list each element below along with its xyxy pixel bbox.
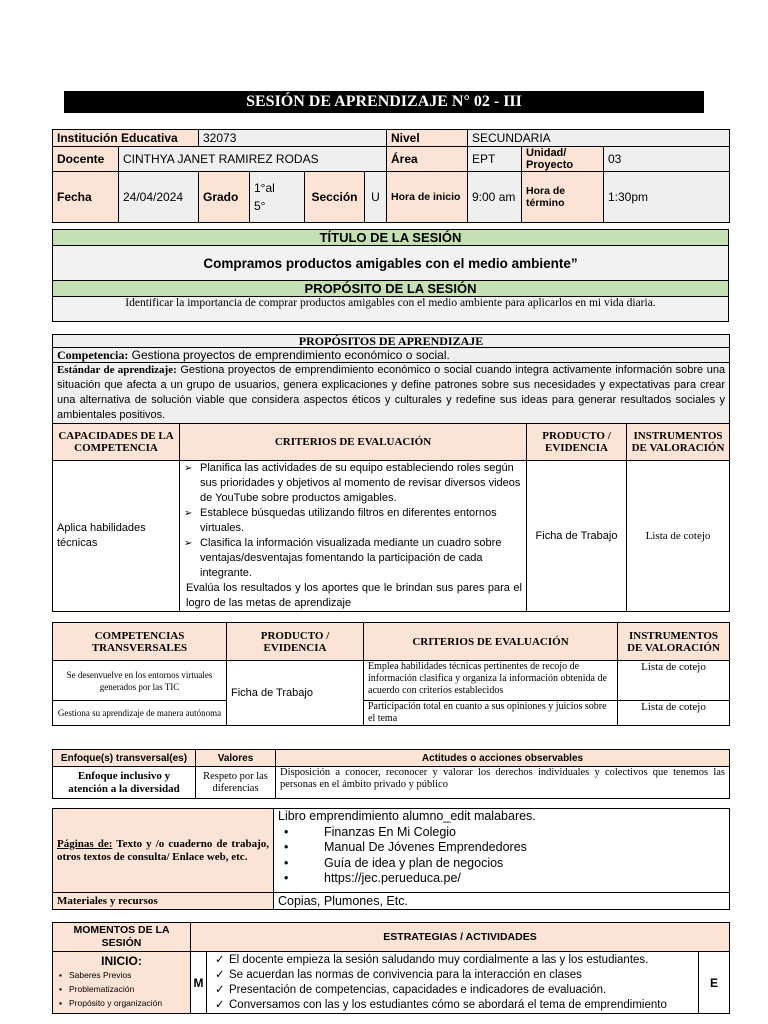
competencia-text: Gestiona proyectos de emprendimiento económico o social. xyxy=(128,347,450,362)
trans-criterio: Participación total en cuanto a sus opiniones y juicios sobre el tema xyxy=(364,701,618,726)
col-estrategias: ESTRATEGIAS / ACTIVIDADES xyxy=(191,923,730,952)
competencia-label: Competencia: xyxy=(57,347,129,362)
actividades-list xyxy=(211,953,694,1013)
hora-inicio-value: 9:00 am xyxy=(468,172,522,223)
paginas-label: Páginas de: xyxy=(57,837,113,850)
hora-termino-value: 1:30pm xyxy=(604,172,730,223)
session-info-table xyxy=(52,229,729,322)
enfoque-cell: Enfoque inclusivo y atención a la diversidad xyxy=(53,767,196,799)
estandar-text: Gestiona proyectos de emprendimiento económico o social cuando integra activamente información sobre una situación que afecta a un grupo de usuarios, genera explicaciones y define patrones sobre sus necesidades y expectativas para crear una alternativa de solución viable que considera aspectos éticos y culturales y redefine sus ideas para generar resultados sociales y ambientales positivos. xyxy=(57,364,726,421)
criterio-extra: Evalúa los resultados y los aportes que le brindan sus pares para el logro de las metas de aprendizaje xyxy=(186,582,522,609)
recurso-item: • Guía de idea y plan de negocios xyxy=(278,856,725,872)
trans-competencia: Gestiona su aprendizaje de manera autónoma xyxy=(53,701,227,726)
actividad-item: ✓ Presentación de competencias, capacidades e indicadores de evaluación. xyxy=(211,983,694,998)
grado-value xyxy=(250,172,305,223)
momentos-table xyxy=(52,922,730,1014)
fecha-value: 24/04/2024 xyxy=(119,172,199,223)
session-topic: Compramos productos amigables con el medio ambiente” xyxy=(53,246,729,281)
trans-instrumento: Lista de cotejo xyxy=(618,701,730,726)
criterios-list xyxy=(184,461,522,581)
recursos-table xyxy=(52,808,730,910)
valor-cell: Respeto por las diferencias xyxy=(196,767,276,799)
col-valores: Valores xyxy=(196,750,276,767)
capacidad-cell: Aplica habilidades técnicas xyxy=(53,461,180,612)
grado-value-line1: 1°al xyxy=(254,181,275,195)
actividad-item: ✓ El docente empieza la sesión saludando muy cordialmente a las y los estudiantes. xyxy=(211,953,694,968)
recurso-item: • Manual De Jóvenes Emprendedores xyxy=(278,840,725,856)
grado-label: Grado xyxy=(199,172,250,223)
area-label: Área xyxy=(387,147,468,172)
seccion-label: Sección xyxy=(305,172,365,223)
recurso-item: • Finanzas En Mi Colegio xyxy=(278,825,725,841)
area-value: EPT xyxy=(468,147,522,172)
nivel-value: SECUNDARIA xyxy=(468,130,730,147)
trans-criterio: Emplea habilidades técnicas pertinentes de recojo de información clasifica y organiza la información obtenida de acuerdo con criterios establecidos xyxy=(364,661,618,701)
ie-label: Institución Educativa xyxy=(53,130,199,147)
criterio-item: ➢ Planifica las actividades de su equipo estableciendo roles según sus prioridades y objetivos al momento de revisar diversos videos de YouTube sobre productos amigables. xyxy=(184,461,522,506)
hora-termino-label: Hora de término xyxy=(522,172,604,223)
recursos-list xyxy=(278,825,725,887)
competencia-row xyxy=(53,348,730,363)
col-enfoque: Enfoque(s) transversal(es) xyxy=(53,750,196,767)
docente-value: CINTHYA JANET RAMIREZ RODAS xyxy=(119,147,387,172)
col-producto-trans: PRODUCTO / EVIDENCIA xyxy=(227,623,364,661)
fecha-label: Fecha xyxy=(53,172,119,223)
paginas-cell xyxy=(53,809,274,893)
transversales-table xyxy=(52,622,730,726)
inicio-item: ▪ Saberes Previos xyxy=(57,968,186,982)
trans-producto: Ficha de Trabajo xyxy=(227,661,364,726)
criterio-item: ➢ Clasifica la información visualizada mediante un cuadro sobre ventajas/desventajas fomentando la participación de cada integrante. xyxy=(184,536,522,581)
inicio-item: ▪ Problematización xyxy=(57,982,186,996)
criterio-item: ➢ Establece búsquedas utilizando filtros en diferentes entornos virtuales. xyxy=(184,506,522,536)
propositos-table xyxy=(52,334,730,612)
inicio-list xyxy=(57,968,186,1010)
criterios-cell xyxy=(180,461,527,612)
col-instrumentos: INSTRUMENTOS DE VALORACIÓN xyxy=(627,424,730,461)
inicio-label: INICIO: xyxy=(101,954,142,968)
col-competencias-trans: COMPETENCIAS TRANSVERSALES xyxy=(53,623,227,661)
materiales-value: Copias, Plumones, Etc. xyxy=(274,893,730,910)
col-criterios-trans: CRITERIOS DE EVALUACIÓN xyxy=(364,623,618,661)
col-actitudes: Actitudes o acciones observables xyxy=(276,750,730,767)
unidad-value: 03 xyxy=(604,147,730,172)
actividades-cell xyxy=(207,952,699,1014)
docente-label: Docente xyxy=(53,147,119,172)
enfoques-table xyxy=(52,749,730,799)
libro-title: Libro emprendimiento alumno_edit malabares. xyxy=(278,809,536,823)
seccion-value: U xyxy=(365,172,387,223)
producto-cell: Ficha de Trabajo xyxy=(527,461,627,612)
proposito-header: PROPÓSITO DE LA SESIÓN xyxy=(53,281,729,297)
grado-value-line2: 5° xyxy=(254,199,266,213)
nivel-label: Nivel xyxy=(387,130,468,147)
session-purpose: Identificar la importancia de comprar productos amigables con el medio ambiente para aplicarlos en mi vida diaria. xyxy=(53,297,729,322)
hora-inicio-label: Hora de inicio xyxy=(387,172,468,223)
col-momentos: MOMENTOS DE LA SESIÓN xyxy=(53,923,191,952)
info-table xyxy=(52,129,730,223)
paginas-desc: Texto y /o cuaderno de trabajo, otros textos de consulta/ Enlace web, etc. xyxy=(57,837,269,863)
estandar-row xyxy=(53,363,730,424)
libros-cell xyxy=(274,809,730,893)
unidad-label: Unidad/ Proyecto xyxy=(522,147,604,172)
actividad-item: ✓ Conversamos con las y los estudiantes cómo se abordará el tema de emprendimiento xyxy=(211,998,694,1013)
estandar-label: Estándar de aprendizaje: xyxy=(57,364,177,376)
m-letter: M xyxy=(191,952,207,1014)
col-capacidades: CAPACIDADES DE LA COMPETENCIA xyxy=(53,424,180,461)
col-instrumentos-trans: INSTRUMENTOS DE VALORACIÓN xyxy=(618,623,730,661)
actitud-cell: Disposición a conocer, reconocer y valorar los derechos individuales y colectivos que tenemos las personas en el ámbito privado y público xyxy=(276,767,730,799)
inicio-cell xyxy=(53,952,191,1014)
ie-value: 32073 xyxy=(199,130,387,147)
titulo-header: TÍTULO DE LA SESIÓN xyxy=(53,230,729,246)
propositos-header: PROPÓSITOS DE APRENDIZAJE xyxy=(53,335,730,348)
col-criterios: CRITERIOS DE EVALUACIÓN xyxy=(180,424,527,461)
col-producto: PRODUCTO / EVIDENCIA xyxy=(527,424,627,461)
trans-instrumento: Lista de cotejo xyxy=(618,661,730,701)
recurso-link[interactable]: • https://jec.perueduca.pe/ xyxy=(278,871,725,887)
trans-competencia: Se desenvuelve en los entornos virtuales generados por las TIC xyxy=(53,661,227,701)
e-letter: E xyxy=(699,952,730,1014)
inicio-item: ▪ Propósito y organización xyxy=(57,996,186,1010)
session-title: SESIÓN DE APRENDIZAJE N° 02 - III xyxy=(64,91,704,113)
materiales-label: Materiales y recursos xyxy=(53,893,274,910)
instrumento-cell: Lista de cotejo xyxy=(627,461,730,612)
actividad-item: ✓ Se acuerdan las normas de convivencia para la interacción en clases xyxy=(211,968,694,983)
